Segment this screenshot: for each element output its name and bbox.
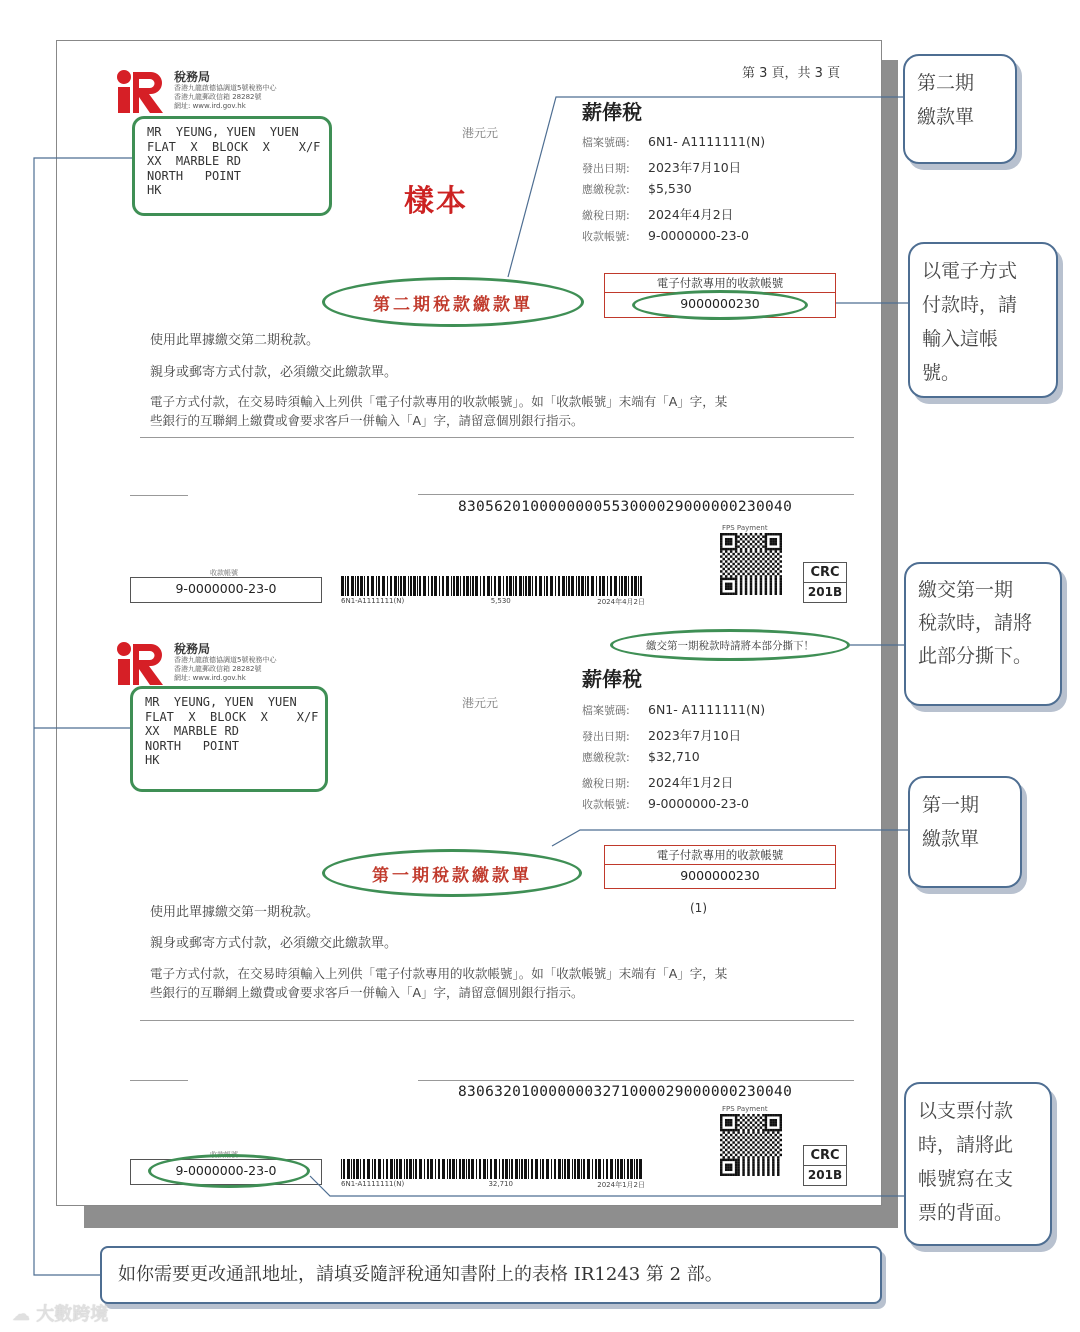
ref-label: 收款帳號 bbox=[210, 1151, 238, 1159]
note-number: (1) bbox=[690, 901, 707, 915]
department-name: 稅務局 bbox=[174, 70, 211, 84]
stub2-instruction-1: 使用此單據繳交第二期稅款。 bbox=[150, 333, 320, 348]
stub2-qr-code bbox=[720, 533, 782, 599]
ref-label: 收款帳號 bbox=[210, 569, 238, 577]
department-name: 稅務局 bbox=[174, 642, 211, 656]
divider bbox=[418, 1080, 854, 1081]
callout-first-stub: 第一期 繳款單 bbox=[908, 776, 1022, 888]
due-date: 2024年1月2日 bbox=[648, 774, 734, 790]
divider bbox=[130, 1080, 188, 1081]
stub2-info: 檔案號碼: 6N1- A1111111(N) 發出日期: 2023年7月10日 應繳稅款: $5,530 繳稅日期: 2024年4月2日 收款帳號: 9-0000000-23-0 bbox=[582, 134, 766, 243]
department-address: 香港九龍啟德協調道5號稅務中心 香港九龍郵政信箱 28282號 網址: www.ird.gov.hk bbox=[174, 656, 277, 682]
callout-electronic-payment: 以電子方式 付款時，請 輸入這帳 號。 bbox=[908, 242, 1058, 398]
stub2-title-ellipse: 第二期稅款繳款單 bbox=[322, 277, 584, 327]
fps-label: FPS Payment bbox=[722, 1105, 768, 1113]
watermark-icon: ☁ bbox=[12, 1304, 37, 1325]
stub1-barcode-digits: 8306320100000003271000029000000230040 bbox=[458, 1084, 793, 1100]
stub1-crc-code: CRC 201B bbox=[803, 1145, 847, 1186]
divider bbox=[418, 494, 854, 495]
change-address-note: 如你需要更改通訊地址，請填妥隨評稅通知書附上的表格 IR1243 第 2 部。 bbox=[100, 1246, 882, 1304]
stub1-title-ellipse: 第一期稅款繳款單 bbox=[322, 849, 582, 897]
stub2-barcode-caption: 6N1-A1111111(N) 5,530 2024年4月2日 bbox=[341, 597, 645, 606]
addressee-box: MR YEUNG, YUEN YUEN FLAT X BLOCK X X/F XX MARBLE RD NORTH POINT HK bbox=[130, 686, 328, 792]
stub2-barcode bbox=[341, 576, 645, 596]
issue-date: 2023年7月10日 bbox=[648, 159, 742, 175]
stub2-cheque-account-box: 9-0000000-23-0 bbox=[130, 577, 322, 603]
due-date: 2024年4月2日 bbox=[648, 206, 734, 222]
stub1-barcode-caption: 6N1-A1111111(N) 32,710 2024年1月2日 bbox=[341, 1180, 645, 1189]
stub1-cheque-account-box: 9-0000000-23-0 bbox=[130, 1159, 322, 1185]
cheque-account-highlight bbox=[148, 1154, 310, 1188]
stub1-instruction-3a: 電子方式付款，在交易時須輸入上列供「電子付款專用的收款帳號」。如「收款帳號」末端有「A」字，某 bbox=[150, 966, 728, 981]
stub1-qr-code bbox=[720, 1114, 782, 1180]
tax-type-title: 薪俸稅 bbox=[582, 100, 642, 124]
tax-amount: $32,710 bbox=[648, 749, 700, 764]
issue-date: 2023年7月10日 bbox=[648, 727, 742, 743]
tear-off-ellipse: 繳交第一期稅款時請將本部分撕下！ bbox=[610, 629, 850, 661]
ird-logo bbox=[116, 640, 168, 690]
ird-logo bbox=[116, 68, 168, 118]
page-indicator: 第 3 頁，共 3 頁 bbox=[742, 66, 841, 81]
divider bbox=[130, 495, 188, 496]
divider bbox=[140, 1020, 854, 1021]
file-number: 6N1- A1111111(N) bbox=[648, 134, 766, 149]
addressee-box: MR YEUNG, YUEN YUEN FLAT X BLOCK X X/F XX MARBLE RD NORTH POINT HK bbox=[132, 116, 332, 216]
epay-account-box: 電子付款專用的收款帳號 9000000230 bbox=[604, 273, 836, 318]
stub2-instruction-3b: 些銀行的互聯網上繳費或會要求客戶一併輸入「A」字，請留意個別銀行指示。 bbox=[150, 413, 584, 428]
currency-label: 港元元 bbox=[462, 126, 499, 140]
account-number: 9-0000000-23-0 bbox=[648, 228, 750, 243]
stub1-barcode bbox=[341, 1159, 645, 1179]
account-number: 9-0000000-23-0 bbox=[648, 796, 750, 811]
stub1-instruction-1: 使用此單據繳交第一期稅款。 bbox=[150, 905, 320, 920]
epay-account-highlight bbox=[632, 290, 808, 320]
department-address: 香港九龍啟德協調道5號稅務中心 香港九龍郵政信箱 28282號 網址: www.ird.gov.hk bbox=[174, 84, 277, 110]
callout-cheque-payment: 以支票付款 時，請將此 帳號寫在支 票的背面。 bbox=[904, 1082, 1052, 1246]
stub1-instruction-3b: 些銀行的互聯網上繳費或會要求客戶一併輸入「A」字，請留意個別銀行指示。 bbox=[150, 985, 584, 1000]
stub2-crc-code: CRC 201B bbox=[803, 562, 847, 603]
file-number: 6N1- A1111111(N) bbox=[648, 702, 766, 717]
tax-amount: $5,530 bbox=[648, 181, 692, 196]
fps-label: FPS Payment bbox=[722, 524, 768, 532]
currency-label: 港元元 bbox=[462, 696, 499, 710]
tax-type-title: 薪俸稅 bbox=[582, 667, 642, 691]
stub2-instruction-3a: 電子方式付款，在交易時須輸入上列供「電子付款專用的收款帳號」。如「收款帳號」末端有「A」字，某 bbox=[150, 394, 728, 409]
callout-second-stub: 第二期 繳款單 bbox=[903, 54, 1017, 164]
epay-account-box: 電子付款專用的收款帳號 9000000230 bbox=[604, 845, 836, 889]
divider bbox=[140, 437, 854, 438]
callout-tear-off: 繳交第一期 稅款時，請將 此部分撕下。 bbox=[904, 562, 1062, 706]
stub2-instruction-2: 親身或郵寄方式付款，必須繳交此繳款單。 bbox=[150, 365, 398, 380]
sample-stamp: 樣本 bbox=[404, 184, 468, 219]
stub2-barcode-digits: 8305620100000000553000029000000230040 bbox=[458, 499, 793, 515]
stub1-instruction-2: 親身或郵寄方式付款，必須繳交此繳款單。 bbox=[150, 936, 398, 951]
watermark: ☁ 大數跨境 bbox=[12, 1304, 109, 1325]
stub1-info: 檔案號碼: 6N1- A1111111(N) 發出日期: 2023年7月10日 應繳稅款: $32,710 繳稅日期: 2024年1月2日 收款帳號: 9-0000000-23-0 bbox=[582, 702, 766, 811]
